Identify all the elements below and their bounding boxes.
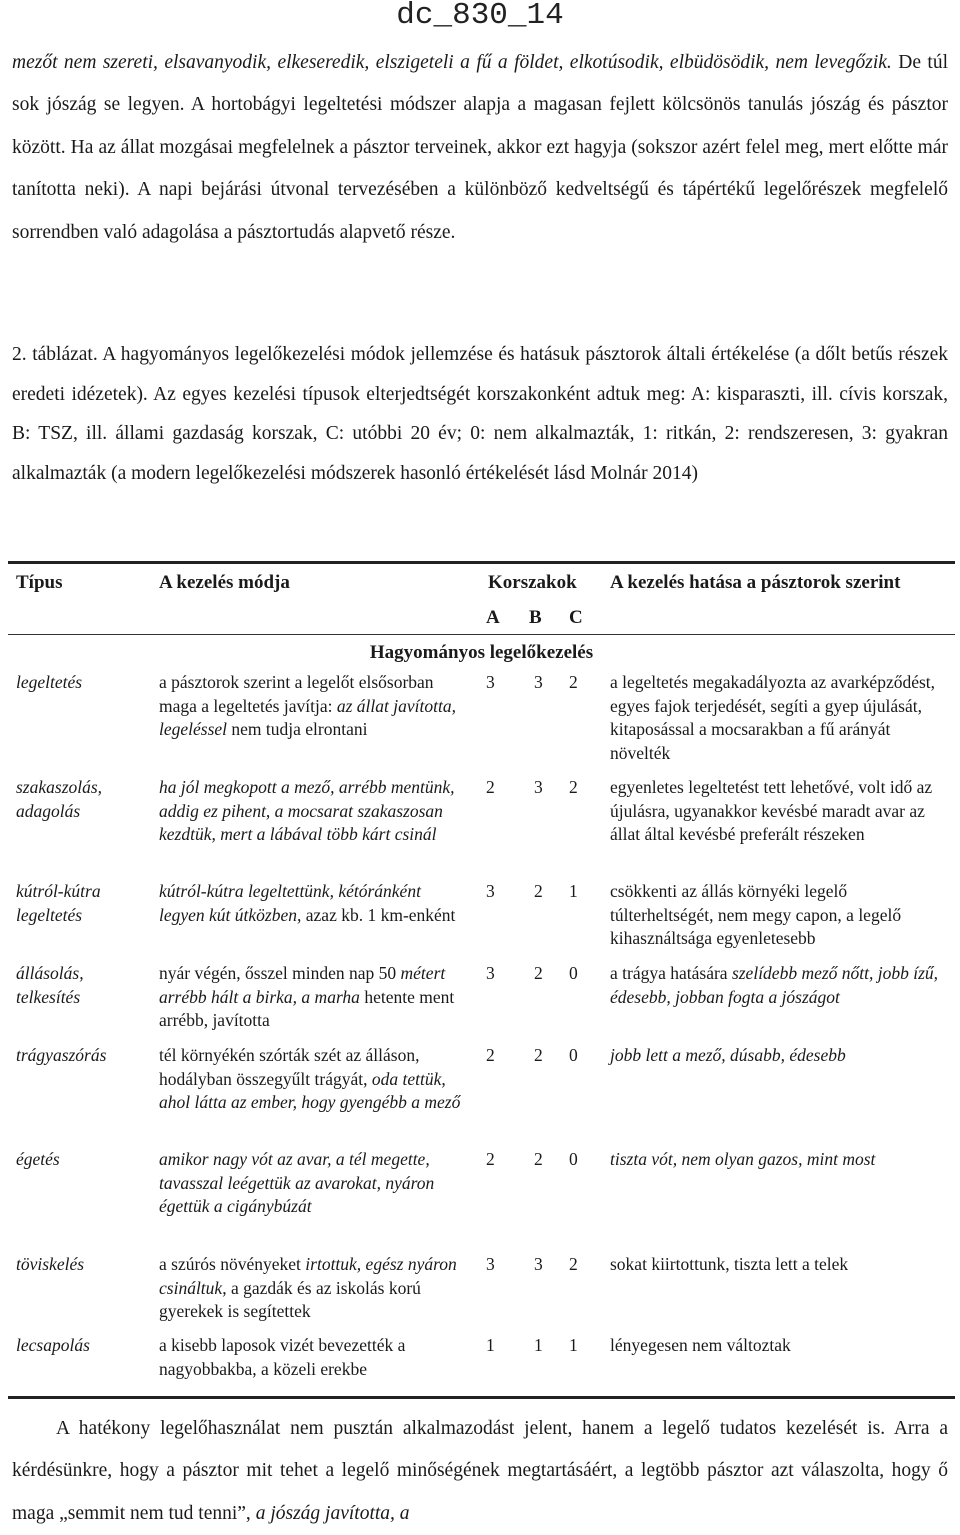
row-method-tail: nem tudja elrontani — [227, 719, 368, 739]
row-period-c: 0 — [569, 963, 578, 983]
row-effect — [610, 1148, 950, 1172]
row-effect-plain: egyenletes legeltetést tett lehetővé, volt idő az újulásra, ugyanakkor kevésbé maradt avar az állat által kevésbé preferált részeken — [610, 777, 933, 844]
header-type: Típus — [16, 572, 63, 593]
table-row — [8, 776, 955, 880]
row-period-b: 3 — [534, 777, 543, 797]
row-method-tail: , a gazdák és az iskolás korú gyerekek is segítettek — [159, 1277, 421, 1321]
row-period-b: 1 — [534, 1335, 543, 1355]
row-method-italic: amikor nagy vót az avar, a tél megette, tavasszal leégettük az avarokat, nyáron égettük a cigánybúzát — [159, 1149, 435, 1216]
row-effect-plain: sokat kiirtottunk, tiszta lett a telek — [610, 1254, 849, 1274]
row-effect — [610, 1044, 950, 1068]
header-effect: A kezelés hatása a pásztorok szerint — [610, 572, 901, 593]
header-method: A kezelés módja — [159, 572, 290, 593]
header-period-b: B — [529, 607, 542, 628]
table-row — [8, 880, 955, 962]
row-period-a: 3 — [486, 1254, 495, 1274]
table-row — [8, 1148, 955, 1253]
table-header-row — [8, 564, 955, 634]
row-method — [159, 776, 469, 847]
row-type: trágyaszórás — [16, 1045, 107, 1065]
row-type: lecsapolás — [16, 1335, 90, 1355]
row-type: égetés — [16, 1149, 60, 1169]
row-method-plain: a kisebb laposok vizét bevezették a nagyobbakba, a közeli erekbe — [159, 1335, 406, 1379]
row-method — [159, 1253, 469, 1324]
row-type: legeltetés — [16, 672, 83, 692]
row-period-b: 3 — [534, 672, 543, 692]
row-effect-plain: a trágya hatására — [610, 963, 732, 983]
row-method-italic: irtottuk, egész nyáron csináltuk — [159, 1254, 457, 1298]
row-period-a: 3 — [486, 672, 495, 692]
table-row — [8, 962, 955, 1044]
row-method-plain: nyár végén, ősszel minden nap 50 — [159, 963, 401, 983]
row-method — [159, 880, 469, 927]
row-method-italic: az állat javította, legeléssel — [159, 695, 456, 739]
row-period-c: 2 — [569, 1254, 578, 1274]
row-method — [159, 962, 469, 1033]
top-paragraph-italic: mezőt nem szereti, elsavanyodik, elkeseredik, elszigeteli a fű a földet, elkotúsodik, elbüdösödik, nem levegőzik. — [12, 52, 892, 73]
row-method-plain: a pásztorok szerint a legelőt elsősorban maga a legeltetés javítja: — [159, 672, 434, 716]
header-period-a: A — [486, 607, 500, 628]
row-period-c: 0 — [569, 1149, 578, 1169]
row-method-plain: a szúrós növényeket — [159, 1254, 306, 1274]
header-periods: Korszakok — [488, 572, 577, 593]
row-effect-plain: lényegesen nem változtak — [610, 1335, 791, 1355]
row-method — [159, 671, 469, 742]
row-effect-italic: tiszta vót, nem olyan gazos, mint most — [610, 1149, 876, 1169]
row-effect — [610, 776, 950, 847]
row-effect — [610, 962, 950, 1009]
header-period-c: C — [569, 607, 583, 628]
section-title: Hagyományos legelőkezelés — [369, 642, 594, 663]
table-row — [8, 1334, 955, 1396]
row-effect-italic: szelídebb mező nőtt, jobb ízű, édesebb, jobban fogta a jószágot — [610, 963, 939, 1007]
row-type: kútról-kútra legeltetés — [16, 881, 101, 925]
row-period-c: 0 — [569, 1045, 578, 1065]
row-period-a: 1 — [486, 1335, 495, 1355]
row-effect — [610, 671, 950, 765]
top-paragraph-text: De túl sok jószág se legyen. A hortobágyi legeltetési módszer alapja a magasan fejlett kölcsönös tanulás jószág és pásztor között. Ha az állat mozgásai megfelelnek a pásztor terveinek, akkor ezt hagyja (sokszor azért felel meg, mert előtte már tanította neki). A napi bejárási útvonal tervezésében a különböző kedveltségű és tápértékű legelőrészek megfelelő sorrendben való adagolása a pásztortudás alapvető része. — [12, 52, 948, 243]
row-method-tail: azaz kb. 1 km-enként — [301, 904, 456, 925]
row-period-a: 2 — [486, 1149, 495, 1169]
row-method-italic: kútról-kútra legeltettünk, kétóránként legyen kút útközben, — [159, 881, 421, 925]
row-method — [159, 1334, 469, 1381]
row-effect-italic: jobb lett a mező, dúsabb, édesebb — [610, 1045, 846, 1065]
row-type: töviskelés — [16, 1254, 85, 1274]
table-caption: 2. táblázat. A hagyományos legelőkezelési módok jellemzése és hatásuk pásztorok általi értékelése (a dőlt betűs részek eredeti idézetek). Az egyes kezelési típusok elterjedtségét korszakonként adtuk meg: A: kisparaszti, ill. cívis korszak, B: TSZ, ill. állami gazdaság korszak, C: utóbbi 20 év; 0: nem alkalmazták, 1: ritkán, 2: rendszeresen, 3: gyakran alkalmazták (a modern legelőkezelési módszerek hasonló értékelését lásd Molnár 2014) — [12, 344, 948, 484]
row-method-italic: oda tettük, ahol látta az ember, hogy gyengébb a mező — [159, 1068, 461, 1112]
row-method — [159, 1044, 469, 1115]
row-method-italic: métert arrébb hált a birka, a marha — [159, 963, 446, 1007]
row-period-c: 1 — [569, 1335, 578, 1355]
table-row — [8, 1044, 955, 1148]
row-period-b: 2 — [534, 881, 543, 901]
row-effect-plain: a legeltetés megakadályozta az avarképződést, egyes fajok terjedését, segíti a gyep újulását, kitaposással a mocsarakban a fű arányát növelték — [610, 672, 936, 763]
row-method-tail: hetente ment arrébb, javította — [159, 986, 455, 1030]
row-effect-plain: csökkenti az állás környéki legelő túlterheltségét, nem megy capon, a legelő kihasználtsága egyenletesebb — [610, 881, 902, 948]
row-period-a: 2 — [486, 1045, 495, 1065]
table-bottom-rule — [8, 1396, 955, 1399]
row-period-c: 1 — [569, 881, 578, 901]
table-body — [8, 671, 955, 1396]
row-period-c: 2 — [569, 777, 578, 797]
row-period-b: 2 — [534, 963, 543, 983]
table-row — [8, 671, 955, 776]
row-type: állásolás, telkesítés — [16, 963, 84, 1007]
row-effect — [610, 880, 950, 951]
bottom-paragraph-text: A hatékony legelőhasználat nem pusztán alkalmazodást jelent, hanem a legelő tudatos kezelését is. Arra a kérdésünkre, hogy a pásztor mit tehet a legelő minőségének megtartásáért, a legtöbb pásztor azt válaszolta, hogy ő maga „semmit nem tud tenni”, — [12, 1418, 948, 1524]
top-paragraph — [12, 42, 948, 254]
row-period-a: 3 — [486, 881, 495, 901]
table-row — [8, 1253, 955, 1334]
row-method-plain: tél környékén szórták szét az álláson, hodályban összegyűlt trágyát, — [159, 1045, 420, 1089]
row-period-b: 3 — [534, 1254, 543, 1274]
row-period-a: 3 — [486, 963, 495, 983]
bottom-paragraph-italic: a jószág javította, a — [255, 1502, 410, 1524]
bottom-paragraph — [12, 1408, 948, 1535]
treatment-table — [8, 561, 955, 1399]
row-period-b: 2 — [534, 1149, 543, 1169]
row-period-c: 2 — [569, 672, 578, 692]
row-effect — [610, 1253, 950, 1277]
row-effect — [610, 1334, 950, 1358]
document-code-header: dc_830_14 — [396, 0, 564, 33]
row-method — [159, 1148, 469, 1219]
row-period-b: 2 — [534, 1045, 543, 1065]
row-period-a: 2 — [486, 777, 495, 797]
row-method-italic: ha jól megkopott a mező, arrébb mentünk, addig ez pihent, a mocsarat szakaszosan kezdtük, mert a lábával több kárt csinál — [159, 777, 455, 844]
row-type: szakaszolás, adagolás — [16, 777, 103, 821]
